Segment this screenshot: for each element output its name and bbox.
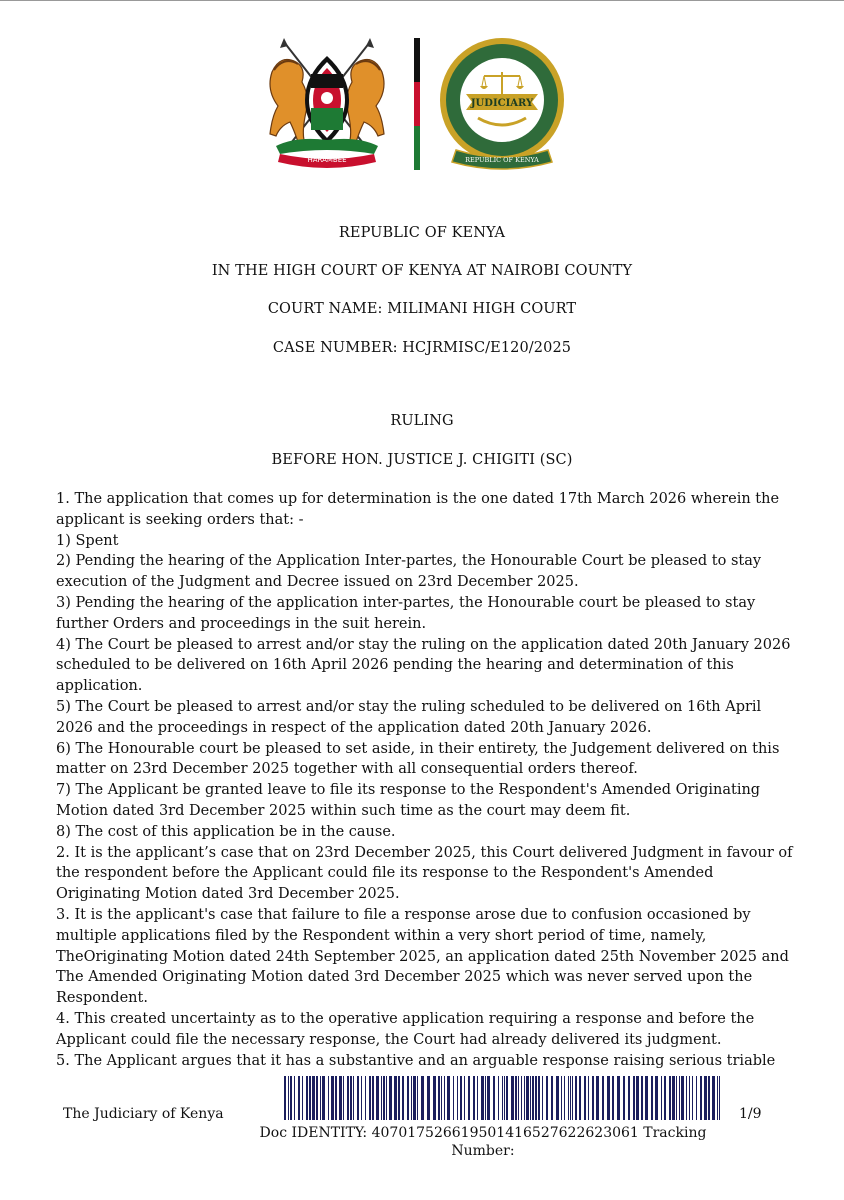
barcode-bar bbox=[708, 1076, 710, 1120]
barcode-bar bbox=[306, 1076, 308, 1120]
paragraph: 7) The Applicant be granted leave to file its response to the Respondent's Amended Originating Motion dated 3rd December 2025 within such time as the court may deem fit. bbox=[56, 782, 761, 819]
barcode-bar bbox=[692, 1076, 693, 1120]
barcode-bar bbox=[641, 1076, 643, 1120]
flag-divider bbox=[414, 38, 420, 170]
barcode-bar bbox=[309, 1076, 311, 1120]
barcode-bar bbox=[511, 1076, 514, 1120]
barcode-bar bbox=[515, 1076, 517, 1120]
barcode-bar bbox=[572, 1076, 573, 1120]
barcode-bar bbox=[328, 1076, 329, 1120]
barcode-bar bbox=[633, 1076, 635, 1120]
barcode-bar bbox=[312, 1076, 315, 1120]
barcode-bar bbox=[284, 1076, 286, 1120]
heading-republic: REPUBLIC OF KENYA bbox=[338, 225, 506, 241]
coat-motto: HARAMBEE bbox=[307, 156, 347, 164]
barcode-bar bbox=[372, 1076, 374, 1120]
barcode-bar bbox=[365, 1076, 366, 1120]
barcode-bar bbox=[498, 1076, 499, 1120]
barcode-bar bbox=[681, 1076, 684, 1120]
barcode-bar bbox=[504, 1076, 505, 1120]
barcode-bar bbox=[353, 1076, 354, 1120]
barcode-bar bbox=[521, 1076, 522, 1120]
barcode-bar bbox=[464, 1076, 465, 1120]
barcode-bar bbox=[369, 1076, 371, 1120]
barcode-bar bbox=[335, 1076, 337, 1120]
barcode-bar bbox=[413, 1076, 416, 1120]
heading-judge: BEFORE HON. JUSTICE J. CHIGITI (SC) bbox=[271, 452, 573, 468]
barcode-bar bbox=[623, 1076, 625, 1120]
barcode-bar bbox=[386, 1076, 387, 1120]
barcode-bar bbox=[686, 1076, 687, 1120]
barcode-bar bbox=[357, 1076, 359, 1120]
barcode-bar bbox=[339, 1076, 342, 1120]
barcode-bar bbox=[320, 1076, 321, 1120]
paragraph: 2) Pending the hearing of the Application Inter-partes, the Honourable Court be pleased to stay execution of the Judgment and Decree issued on 23rd December 2025. bbox=[56, 553, 762, 591]
header-logos bbox=[0, 30, 844, 175]
barcode-bar bbox=[350, 1076, 352, 1120]
barcode-bar bbox=[561, 1076, 562, 1120]
barcode-bar bbox=[441, 1076, 442, 1120]
barcode-bar bbox=[530, 1076, 531, 1120]
barcode-bar bbox=[645, 1076, 648, 1120]
barcode-bar bbox=[564, 1076, 565, 1120]
barcode-bar bbox=[438, 1076, 440, 1120]
barcode-bar bbox=[579, 1076, 581, 1120]
barcode-bar bbox=[493, 1076, 495, 1120]
barcode-bar bbox=[556, 1076, 559, 1120]
paragraph: 6) The Honourable court be pleased to set aside, in their entirety, the Judgement delivered on this matter on 23rd December 2025 together with all consequential orders thereof. bbox=[56, 740, 780, 778]
barcode-bar bbox=[704, 1076, 707, 1120]
coat-of-arms-emblem bbox=[262, 34, 392, 169]
seal-top-text: JUDICIARY bbox=[470, 98, 534, 109]
barcode-bar bbox=[700, 1076, 702, 1120]
paragraph: 4) The Court be pleased to arrest and/or stay the ruling on the application dated 20th January 2026 scheduled to be delivered on 16th April 2026 pending the hearing and determination of this application. bbox=[56, 636, 791, 695]
barcode-bar bbox=[347, 1076, 349, 1120]
barcode-bar bbox=[394, 1076, 397, 1120]
barcode-bar bbox=[407, 1076, 409, 1120]
barcode-bar bbox=[506, 1076, 508, 1120]
judiciary-seal bbox=[438, 34, 566, 172]
barcode-bar bbox=[617, 1076, 620, 1120]
barcode-bar bbox=[477, 1076, 478, 1120]
barcode-bar bbox=[487, 1076, 490, 1120]
barcode-bar bbox=[411, 1076, 412, 1120]
barcode-bar bbox=[453, 1076, 454, 1120]
barcode-bar bbox=[457, 1076, 458, 1120]
barcode-bar bbox=[298, 1076, 300, 1120]
barcode-bar bbox=[669, 1076, 671, 1120]
barcode-bar bbox=[719, 1076, 720, 1120]
barcode-bar bbox=[290, 1076, 292, 1120]
top-rule bbox=[0, 0, 844, 1]
barcode-bar bbox=[343, 1076, 344, 1120]
barcode-bar bbox=[655, 1076, 658, 1120]
barcode-bar bbox=[651, 1076, 653, 1120]
barcode-bar bbox=[584, 1076, 586, 1120]
barcode-bar bbox=[427, 1076, 430, 1120]
paragraph: 3. It is the applicant's case that failure to file a response arose due to confusion occasioned by multiple applications filed by the Respondent within a very short period of time, namely, TheOriginating Motion dated 24th September 2025, an application dated 25th November 2025 and The Amended Originating Motion dated 3rd December 2025 which was never served upon the Respondent. bbox=[56, 906, 789, 1007]
barcode-bar bbox=[447, 1076, 450, 1120]
barcode-bar bbox=[433, 1076, 436, 1120]
barcode-bar bbox=[316, 1076, 318, 1120]
barcode-icon bbox=[284, 1076, 720, 1120]
barcode-bar bbox=[568, 1076, 569, 1120]
barcode-bar bbox=[628, 1076, 630, 1120]
barcode-bar bbox=[712, 1076, 715, 1120]
barcode-bar bbox=[376, 1076, 379, 1120]
paragraph: 4. This created uncertainty as to the operative application requiring a response and before the Applicant could file the necessary response, the Court had already delivered its judgment. bbox=[56, 1010, 755, 1048]
barcode-bar bbox=[389, 1076, 392, 1120]
seal-bottom-text: REPUBLIC OF KENYA bbox=[465, 156, 539, 164]
barcode-bar bbox=[679, 1076, 680, 1120]
barcode-bar bbox=[542, 1076, 543, 1120]
paragraph: 1. The application that comes up for determination is the one dated 17th March 2026 wherein the applicant is seeking orders that: - bbox=[56, 491, 780, 528]
barcode-bar bbox=[421, 1076, 424, 1120]
barcode-bar bbox=[417, 1076, 418, 1120]
barcode-bar bbox=[575, 1076, 577, 1120]
footer-judiciary: The Judiciary of Kenya bbox=[63, 1106, 224, 1122]
barcode-bar bbox=[468, 1076, 470, 1120]
barcode-bar bbox=[676, 1076, 677, 1120]
page-number: 1/9 bbox=[739, 1106, 762, 1122]
barcode-bar bbox=[551, 1076, 553, 1120]
barcode-bar bbox=[331, 1076, 334, 1120]
barcode-bar bbox=[526, 1076, 529, 1120]
barcode-bar bbox=[485, 1076, 486, 1120]
barcode-bar bbox=[661, 1076, 662, 1120]
barcode-bar bbox=[322, 1076, 325, 1120]
barcode-bar bbox=[481, 1076, 484, 1120]
paragraph: 2. It is the applicant’s case that on 23rd December 2025, this Court delivered Judgment in favour of the respondent before the Applicant could file its response to the Respondent's Amended Originating Motion dated 3rd December 2025. bbox=[56, 844, 793, 903]
barcode-bar bbox=[473, 1076, 475, 1120]
barcode-bar bbox=[570, 1076, 571, 1120]
barcode-bar bbox=[444, 1076, 445, 1120]
paragraph: 3) Pending the hearing of the application inter-partes, the Honourable court be pleased to stay further Orders and proceedings in the suit herein. bbox=[56, 594, 756, 632]
barcode-bar bbox=[596, 1076, 599, 1120]
paragraph: 8) The cost of this application be in the cause. bbox=[56, 823, 396, 840]
barcode-bar bbox=[636, 1076, 639, 1120]
barcode-bar bbox=[381, 1076, 382, 1120]
paragraph: 1) Spent bbox=[56, 532, 119, 549]
barcode-bar bbox=[294, 1076, 295, 1120]
barcode-bar bbox=[602, 1076, 604, 1120]
doc-identity: Doc IDENTITY: 407017526619501416527622623061 Tracking Number: bbox=[259, 1125, 707, 1159]
barcode-bar bbox=[361, 1076, 362, 1120]
paragraph: 5. The Applicant argues that it has a substantive and an arguable response raising serious triable bbox=[56, 1052, 776, 1069]
heading-case-number: CASE NUMBER: HCJRMISC/E120/2025 bbox=[272, 340, 572, 356]
heading-court: IN THE HIGH COURT OF KENYA AT NAIROBI COUNTY bbox=[211, 263, 633, 279]
barcode-bar bbox=[588, 1076, 589, 1120]
barcode-bar bbox=[592, 1076, 594, 1120]
barcode-bar bbox=[532, 1076, 534, 1120]
barcode-bar bbox=[612, 1076, 614, 1120]
barcode-bar bbox=[538, 1076, 540, 1120]
barcode-bar bbox=[398, 1076, 400, 1120]
heading-court-name: COURT NAME: MILIMANI HIGH COURT bbox=[267, 301, 577, 317]
document-title: RULING bbox=[390, 413, 454, 429]
barcode-bar bbox=[460, 1076, 462, 1120]
barcode-bar bbox=[607, 1076, 610, 1120]
barcode-bar bbox=[717, 1076, 718, 1120]
barcode-bar bbox=[689, 1076, 690, 1120]
barcode-bar bbox=[696, 1076, 697, 1120]
barcode-bar bbox=[518, 1076, 519, 1120]
barcode-bar bbox=[664, 1076, 666, 1120]
barcode-bar bbox=[546, 1076, 548, 1120]
barcode-bar bbox=[402, 1076, 404, 1120]
barcode-bar bbox=[535, 1076, 537, 1120]
ruling-body bbox=[56, 489, 794, 1071]
paragraph: 5) The Court be pleased to arrest and/or stay the ruling scheduled to be delivered on 16th April 2026 and the proceedings in respect of the application dated 20th January 2026. bbox=[56, 698, 762, 736]
barcode-bar bbox=[302, 1076, 303, 1120]
barcode-bar bbox=[524, 1076, 525, 1120]
barcode-bar bbox=[383, 1076, 385, 1120]
barcode-bar bbox=[502, 1076, 503, 1120]
barcode-bar bbox=[288, 1076, 289, 1120]
barcode-bar bbox=[672, 1076, 675, 1120]
